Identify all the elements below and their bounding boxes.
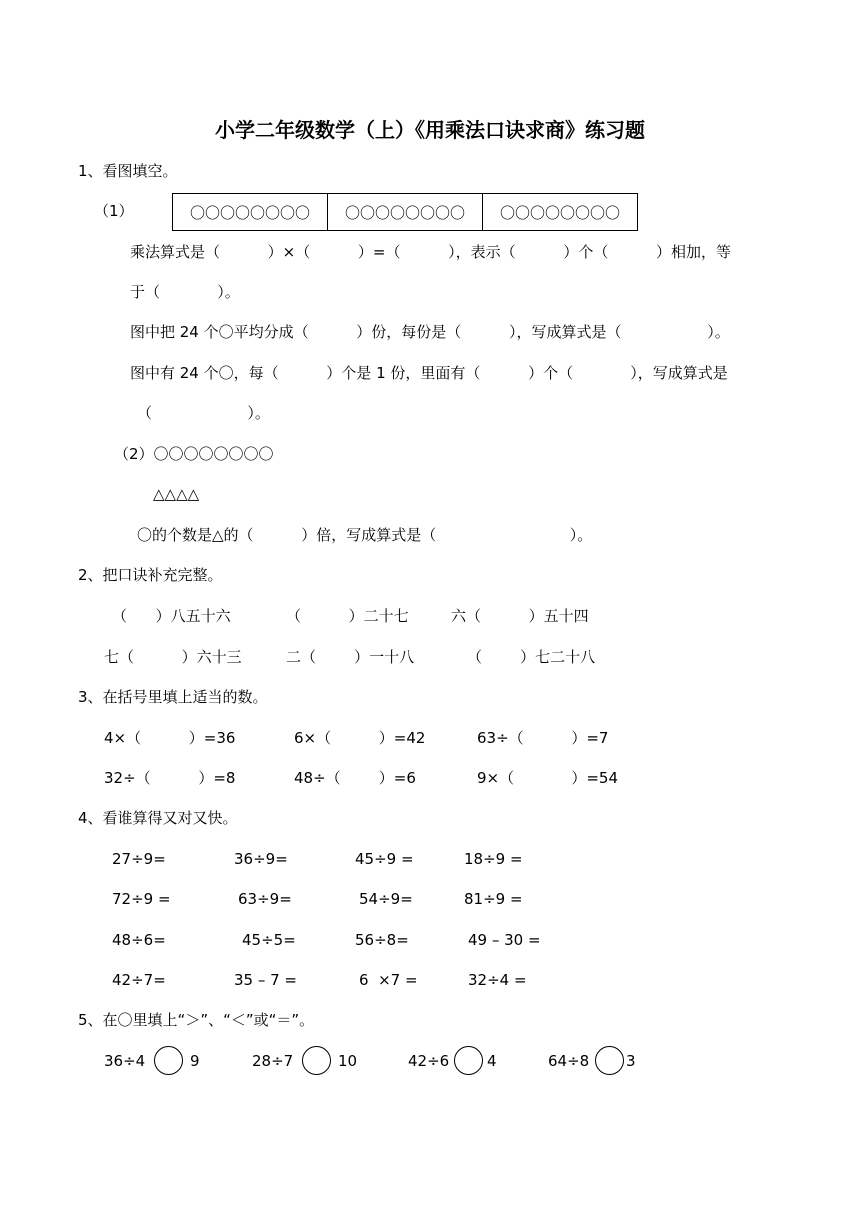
q1-sub2-circles: （2）〇〇〇〇〇〇〇〇 xyxy=(114,445,274,463)
q4-problem: 42÷7= xyxy=(112,971,166,989)
q2-item: （ ）二十七 xyxy=(286,607,409,625)
q4-problem: 56÷8= xyxy=(355,931,409,949)
q2-heading: 2、把口诀补充完整。 xyxy=(78,566,223,584)
compare-circle[interactable] xyxy=(454,1046,483,1075)
q4-problem: 6 ×7 = xyxy=(359,971,418,989)
q4-problem: 45÷5= xyxy=(242,931,296,949)
compare-circle[interactable] xyxy=(154,1046,183,1075)
q1-line-4: 图中有 24 个〇，每（ ）个是 1 份，里面有（ ）个（ ），写成算式是 xyxy=(130,364,728,382)
q4-heading: 4、看谁算得又对又快。 xyxy=(78,809,238,827)
circle-group-box xyxy=(172,193,638,231)
q5-left: 42÷6 xyxy=(408,1052,450,1070)
q4-problem: 45÷9 = xyxy=(355,850,414,868)
circle-group-2: 〇〇〇〇〇〇〇〇 xyxy=(327,194,482,230)
q2-item: 六（ ）五十四 xyxy=(451,607,589,625)
q3-item: 32÷（ ）=8 xyxy=(104,769,236,787)
q1-sub1-label: （1） xyxy=(94,202,134,220)
q4-problem: 18÷9 = xyxy=(464,850,523,868)
q3-item: 9×（ ）=54 xyxy=(477,769,618,787)
q3-item: 4×（ ）=36 xyxy=(104,729,236,747)
q4-problem: 36÷9= xyxy=(234,850,288,868)
q2-item: （ ）八五十六 xyxy=(112,607,231,625)
q1-line-5: （ ）。 xyxy=(137,404,270,422)
q4-problem: 54÷9= xyxy=(359,890,413,908)
q4-problem: 81÷9 = xyxy=(464,890,523,908)
q1-sub2-triangles: △△△△ xyxy=(153,485,200,503)
q4-problem: 32÷4 = xyxy=(468,971,527,989)
q5-heading: 5、在〇里填上“＞”、“＜”或“＝”。 xyxy=(78,1011,315,1029)
q2-item: 七（ ）六十三 xyxy=(104,648,242,666)
q4-problem: 48÷6= xyxy=(112,931,166,949)
circle-group-1: 〇〇〇〇〇〇〇〇 xyxy=(189,203,310,222)
q3-item: 48÷（ ）=6 xyxy=(294,769,416,787)
q4-problem: 27÷9= xyxy=(112,850,166,868)
q4-problem: 49 – 30 = xyxy=(468,931,541,949)
q5-right: 10 xyxy=(338,1052,358,1070)
q3-item: 6×（ ）=42 xyxy=(294,729,426,747)
q5-left: 64÷8 xyxy=(548,1052,590,1070)
q2-item: 二（ ）一十八 xyxy=(286,648,415,666)
q5-right: 3 xyxy=(626,1052,636,1070)
q1-sub2-question: 〇的个数是△的（ ）倍，写成算式是（ ）。 xyxy=(137,526,593,544)
compare-circle[interactable] xyxy=(595,1046,624,1075)
q5-left: 36÷4 xyxy=(104,1052,146,1070)
circle-group-3: 〇〇〇〇〇〇〇〇 xyxy=(482,194,637,230)
q3-heading: 3、在括号里填上适当的数。 xyxy=(78,688,268,706)
q5-right: 4 xyxy=(487,1052,497,1070)
q1-line-2: 于（ ）。 xyxy=(130,283,240,301)
q1-line-1: 乘法算式是（ ）×（ ）=（ ），表示（ ）个（ ）相加，等 xyxy=(130,243,732,261)
q4-problem: 35 – 7 = xyxy=(234,971,298,989)
q5-left: 28÷7 xyxy=(252,1052,294,1070)
q1-heading: 1、看图填空。 xyxy=(78,162,178,180)
page-title: 小学二年级数学（上）《用乘法口诀求商》练习题 xyxy=(215,118,645,142)
q1-line-3: 图中把 24 个〇平均分成（ ）份，每份是（ ），写成算式是（ ）。 xyxy=(130,323,730,341)
q2-item: （ ）七二十八 xyxy=(467,648,596,666)
q4-problem: 72÷9 = xyxy=(112,890,171,908)
q4-problem: 63÷9= xyxy=(238,890,292,908)
q3-item: 63÷（ ）=7 xyxy=(477,729,609,747)
compare-circle[interactable] xyxy=(302,1046,331,1075)
q5-right: 9 xyxy=(190,1052,200,1070)
